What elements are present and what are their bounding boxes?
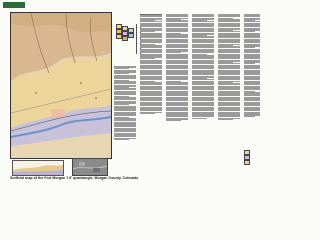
description-column-1	[114, 66, 136, 140]
cross-section	[12, 160, 64, 176]
map-title: Surficial map of the Fort Morgan 7.5' quadrangle, Morgan County, Colorado	[10, 176, 139, 180]
description-column-5	[218, 14, 240, 120]
explanation-swatches	[244, 150, 260, 170]
unit-swatch	[128, 33, 134, 38]
description-column-2	[140, 14, 162, 114]
aerial-photo	[72, 158, 108, 176]
description-column-3	[166, 14, 188, 121]
description-column-6	[244, 14, 260, 118]
geologic-map	[10, 12, 112, 159]
title-block	[10, 176, 139, 181]
unit-swatch	[244, 160, 250, 165]
description-column-4	[192, 14, 214, 119]
agency-logo	[3, 2, 25, 8]
map-canvas	[11, 13, 111, 158]
